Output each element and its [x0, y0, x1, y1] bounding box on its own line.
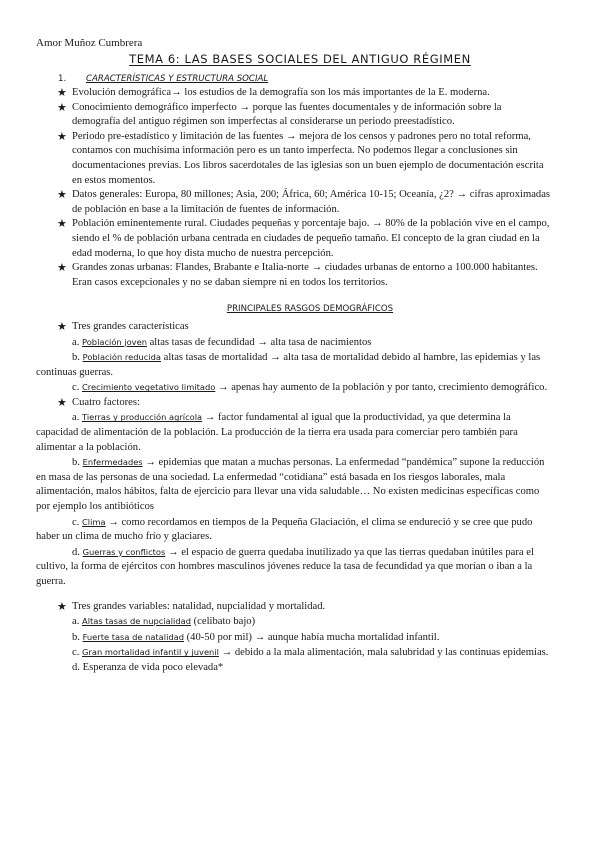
key-term: Gran mortalidad infantil y juvenil — [82, 647, 219, 658]
list-item: d. Esperanza de vida poco elevada* — [72, 661, 224, 673]
bullet-item: ★ Grandes zonas urbanas: Flandes, Brabante e Italia-norte → ciudades urbanas de entorno a 100.000 habitantes. Eran casos excepcionales y no se daban siempre ni en todos los territorios. — [57, 262, 538, 288]
key-term: Clima — [82, 516, 106, 527]
list-item: a. Altas tasas de nupcialidad (celibato bajo) — [72, 616, 256, 628]
bullet-item: ★ Periodo pre-estadístico y limitación de las fuentes → mejora de los censos y padrones pero no total reforma, contamos con muchísima información pero es un tanto imperfecta. No podemos llegar a conclusiones sin documentaciones previas. Los libros sacerdotales de las iglesias son un buen ejemplo de documentación escrita en estos momentos. — [57, 130, 544, 186]
bullet-item: ★ Tres grandes características — [57, 320, 189, 333]
list-item: b. Población reducida altas tasas de mortalidad → alta tasa de mortalidad debido al hambre, las epidemias y las continuas guerras. — [36, 352, 541, 378]
bullet-item: ★ Población eminentemente rural. Ciudades pequeñas y porcentaje bajo. → 80% de la población vive en el campo, siendo el % de población urbana centrada en ciudades de pequeño tamaño. El concepto de la gran ciudad en la edad moderna, lo que hoy dista mucho de nuestra percepción. — [57, 218, 550, 259]
key-term: Guerras y conflictos — [82, 546, 166, 557]
list-item: d. Guerras y conflictos → el espacio de guerra quedaba inutilizado ya que las tierras quedaban inútiles para el cultivo, la forma de ejércitos con hombres masculinos jóvenes reduce la tasa de fecundidad ya que morían o iban a la guerra. — [36, 546, 534, 587]
list-item: a. Tierras y producción agrícola → factor fundamental al igual que la productividad, ya que determina la capacidad de alimentación de la población. La producción de la tierra era usada para comerciar pero también para alimentar a la población. — [36, 412, 518, 453]
author-name: Amor Muñoz Cumbrera — [36, 37, 143, 49]
bullet-item: ★ Cuatro factores: — [57, 396, 140, 409]
key-term: Población reducida — [82, 352, 161, 363]
star-bullet-icon: ★ — [57, 320, 67, 333]
key-term: Enfermedades — [82, 457, 143, 468]
key-term: Población joven — [82, 336, 147, 347]
bullet-item: ★ Conocimiento demográfico imperfecto → porque las fuentes documentales y de información sobre la demografía del antiguo régimen son imperfectas al considerarse un periodo preestadístico. — [57, 101, 502, 128]
page-title: TEMA 6: LAS BASES SOCIALES DEL ANTIGUO RÉGIMEN — [129, 52, 471, 66]
star-bullet-icon: ★ — [57, 396, 67, 409]
star-bullet-icon: ★ — [57, 218, 67, 231]
list-item: c. Crecimiento vegetativo limitado → apenas hay aumento de la población y por tanto, crecimiento demográfico. — [72, 382, 548, 394]
star-bullet-icon: ★ — [57, 101, 67, 114]
document-body — [0, 86, 600, 676]
section-heading — [58, 72, 268, 87]
subsection-heading: PRINCIPALES RASGOS DEMOGRÁFICOS — [226, 304, 394, 315]
section-title: CARACTERÍSTICAS Y ESTRUCTURA SOCIAL — [86, 74, 269, 84]
key-term: Altas tasas de nupcialidad — [82, 616, 191, 627]
bullet-item: ★ Evolución demográfica→ los estudios de la demografía son los más importantes de la E. moderna. — [57, 87, 490, 99]
bullet-item: ★ Datos generales: Europa, 80 millones; Asia, 200; África, 60; América 10-15; Oceanía, ¿2? → cifras aproximadas de población en base a la limitación de fuentes de información. — [57, 189, 551, 215]
list-item: a. Población joven altas tasas de fecundidad → alta tasa de nacimientos — [72, 336, 372, 348]
key-term: Fuerte tasa de natalidad — [82, 631, 184, 642]
key-term: Crecimiento vegetativo limitado — [82, 382, 216, 393]
list-item: c. Gran mortalidad infantil y juvenil → debido a la mala alimentación, mala salubridad y las continuas epidemias. — [72, 647, 549, 659]
list-item: b. Enfermedades → epidemias que matan a muchas personas. La enfermedad “pandémica” supone la reducción en masa de las personas de una sociedad. La enfermedad “cotidiana” está basada en los riesgos laborales, mala alimentación, malos hábitos, falta de ejercicio para llevar una vida saludable… No existen medicinas específicas como por ejemplo los antibióticos — [36, 457, 545, 513]
star-bullet-icon: ★ — [57, 87, 67, 99]
star-bullet-icon: ★ — [57, 600, 67, 613]
list-item: c. Clima → como recordamos en tiempos de la Pequeña Glaciación, el clima se endureció y se cree que pudo haber un clima de mucho frío y glaciares. — [36, 516, 533, 543]
star-bullet-icon: ★ — [57, 189, 67, 202]
star-bullet-icon: ★ — [57, 130, 67, 143]
list-item: b. Fuerte tasa de natalidad (40-50 por mil) → aunque había mucha mortalidad infantil. — [72, 631, 440, 643]
key-term: Tierras y producción agrícola — [82, 412, 203, 423]
star-bullet-icon: ★ — [57, 262, 67, 275]
section-number: 1. — [58, 74, 67, 84]
bullet-item: ★ Tres grandes variables: natalidad, nupcialidad y mortalidad. — [57, 600, 326, 613]
